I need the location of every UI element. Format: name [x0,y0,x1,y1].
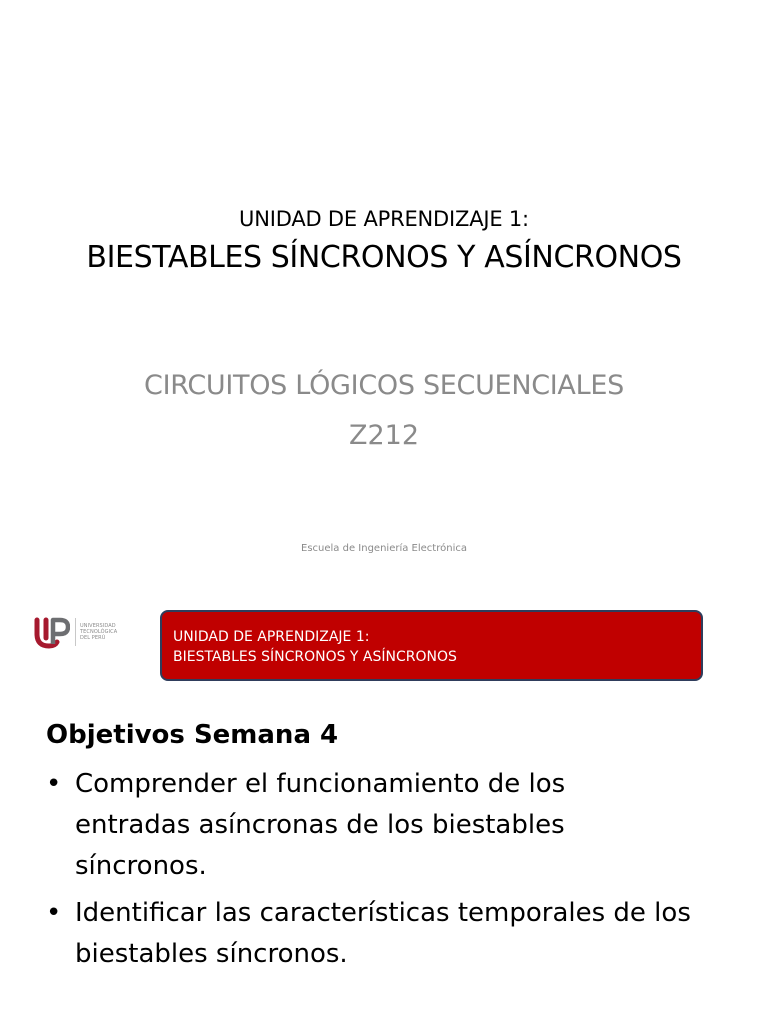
logo-text [80,623,117,641]
bullet-icon: • [46,769,62,799]
bullet-line: Comprender el funcionamiento de los [75,769,566,799]
list-item [46,893,746,975]
bullet-icon: • [46,898,62,928]
banner-line-2: BIESTABLES SÍNCRONOS Y ASÍNCRONOS [173,649,457,665]
course-code: Z212 [348,420,420,451]
banner-line-1: UNIDAD DE APRENDIZAJE 1: [173,629,370,645]
course-name: CIRCUITOS LÓGICOS SECUENCIALES [144,370,624,401]
logo-text-line: DEL PERÚ [80,635,106,641]
objectives-list [46,764,746,981]
logo-text-line: TECNOLÓGICA [80,629,118,635]
utp-logo-icon [34,614,70,650]
unit-heading: UNIDAD DE APRENDIZAJE 1: [239,207,529,231]
unit-banner [160,610,703,681]
bullet-line: entradas asíncronas de los biestables [75,810,565,840]
unit-title: BIESTABLES SÍNCRONOS Y ASÍNCRONOS [86,240,682,275]
university-logo [34,610,126,654]
logo-divider [75,618,76,646]
list-item [46,764,746,887]
objectives-slide [0,596,768,1024]
bullet-line: biestables síncronos. [75,939,348,969]
bullet-line: Identificar las características temporales de los [75,898,691,928]
objectives-title: Objetivos Semana 4 [46,720,339,750]
bullet-line: síncronos. [75,851,207,881]
school-name: Escuela de Ingeniería Electrónica [301,543,467,554]
logo-text-line: UNIVERSIDAD [80,623,116,629]
